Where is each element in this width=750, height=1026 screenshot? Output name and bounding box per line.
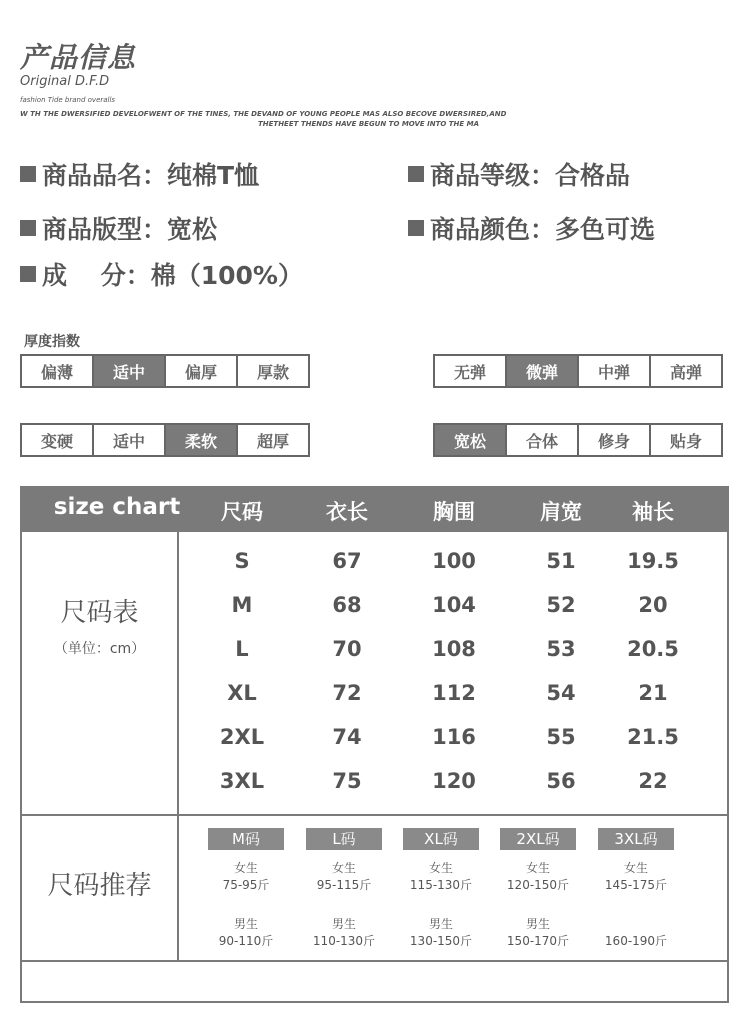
softness-option: 变硬 xyxy=(20,423,94,457)
column-header-size: 尺码 xyxy=(221,500,263,524)
chest-cell: 112 xyxy=(432,681,476,705)
size-cell: S xyxy=(234,549,250,573)
info-material xyxy=(20,256,303,292)
male-weight-range: 130-150斤 xyxy=(409,934,473,948)
length-cell: 70 xyxy=(332,637,362,661)
brand-subtitle: Original D.F.D xyxy=(20,74,110,89)
thickness-options xyxy=(20,354,310,388)
chest-cell: 100 xyxy=(432,549,476,573)
brand-description-line1: W TH THE DWERSIFIED DEVELOFWENT OF THE TINES, THE DEVAND OF YOUNG PEOPLE MAS ALSO BECOVE DWERSIRED,AND xyxy=(20,110,507,118)
thickness-label: 厚度指数 xyxy=(24,334,80,350)
size-chart-table xyxy=(20,486,729,1003)
size-chart-header xyxy=(22,488,727,532)
female-label: 女生 xyxy=(428,861,453,875)
male-weight-range: 110-130斤 xyxy=(312,934,376,948)
column-header-chest: 胸围 xyxy=(433,500,475,524)
chest-cell: 116 xyxy=(432,725,476,749)
shoulder-cell: 51 xyxy=(546,549,576,573)
elasticity-option: 高弹 xyxy=(649,354,723,388)
size-cell: M xyxy=(231,593,253,617)
elasticity-option: 微弹 xyxy=(505,354,579,388)
size-badge: L码 xyxy=(306,828,382,850)
female-weight-range: 115-130斤 xyxy=(409,878,473,892)
male-weight-range: 90-110斤 xyxy=(218,934,274,948)
length-cell: 68 xyxy=(332,593,362,617)
male-weight-range: 150-170斤 xyxy=(506,934,570,948)
bullet-square-icon xyxy=(408,166,424,182)
size-badge: 3XL码 xyxy=(598,828,674,850)
elasticity-option: 中弹 xyxy=(577,354,651,388)
sleeve-cell: 20 xyxy=(638,593,668,617)
female-label: 女生 xyxy=(525,861,550,875)
female-label: 女生 xyxy=(623,861,648,875)
size-cell: 3XL xyxy=(219,769,265,793)
male-weight-range: 160-190斤 xyxy=(604,934,668,948)
brand-tagline: fashion Tide brand overalls xyxy=(20,96,116,104)
column-header-sleeve: 袖长 xyxy=(632,500,674,524)
size-table-unit: （单位：cm） xyxy=(53,641,146,657)
thickness-option: 偏薄 xyxy=(20,354,94,388)
male-label: 男生 xyxy=(525,917,550,931)
recommend-title: 尺码推荐 xyxy=(47,871,152,901)
elasticity-options xyxy=(433,354,723,388)
bullet-square-icon xyxy=(20,220,36,236)
info-product-name-text: 商品品名：纯棉T恤 xyxy=(42,161,260,190)
female-weight-range: 75-95斤 xyxy=(222,878,270,892)
fit-type-option: 合体 xyxy=(505,423,579,457)
size-badge: XL码 xyxy=(403,828,479,850)
row-divider xyxy=(22,960,727,962)
size-cell: XL xyxy=(227,681,257,705)
shoulder-cell: 55 xyxy=(546,725,576,749)
size-badge: M码 xyxy=(208,828,284,850)
sleeve-cell: 21 xyxy=(638,681,668,705)
sleeve-cell: 21.5 xyxy=(627,725,679,749)
softness-option: 适中 xyxy=(92,423,166,457)
brand-description-line2: THETHEET THENDS HAVE BEGUN TO MOVE INTO THE MA xyxy=(258,120,479,128)
row-divider xyxy=(22,814,727,816)
softness-option: 超厚 xyxy=(236,423,310,457)
fit-type-option: 宽松 xyxy=(433,423,507,457)
thickness-option: 偏厚 xyxy=(164,354,238,388)
info-product-name xyxy=(20,156,259,192)
info-grade-text: 商品等级：合格品 xyxy=(430,161,631,190)
female-weight-range: 145-175斤 xyxy=(604,878,668,892)
sleeve-cell: 20.5 xyxy=(627,637,679,661)
female-weight-range: 95-115斤 xyxy=(316,878,372,892)
info-fit xyxy=(20,210,217,246)
size-cell: 2XL xyxy=(219,725,265,749)
size-table-title: 尺码表 xyxy=(60,598,139,628)
male-label: 男生 xyxy=(233,917,258,931)
bullet-square-icon xyxy=(20,166,36,182)
shoulder-cell: 56 xyxy=(546,769,576,793)
shoulder-cell: 54 xyxy=(546,681,576,705)
column-header-length: 衣长 xyxy=(326,500,368,524)
elasticity-option: 无弹 xyxy=(433,354,507,388)
softness-option: 柔软 xyxy=(164,423,238,457)
size-badge: 2XL码 xyxy=(500,828,576,850)
fit-type-options xyxy=(433,423,723,457)
softness-options xyxy=(20,423,310,457)
info-grade xyxy=(408,156,630,192)
info-color-text: 商品颜色：多色可选 xyxy=(430,215,656,244)
female-label: 女生 xyxy=(233,861,258,875)
length-cell: 75 xyxy=(332,769,362,793)
sleeve-cell: 19.5 xyxy=(627,549,679,573)
thickness-option: 适中 xyxy=(92,354,166,388)
chest-cell: 104 xyxy=(432,593,476,617)
info-material-text: 成 分：棉（100%） xyxy=(42,261,303,290)
length-cell: 74 xyxy=(332,725,362,749)
info-color xyxy=(408,210,655,246)
page-title: 产品信息 xyxy=(20,41,137,74)
thickness-option: 厚款 xyxy=(236,354,310,388)
length-cell: 72 xyxy=(332,681,362,705)
chest-cell: 108 xyxy=(432,637,476,661)
female-label: 女生 xyxy=(331,861,356,875)
fit-type-option: 修身 xyxy=(577,423,651,457)
column-divider xyxy=(177,532,179,962)
info-fit-text: 商品版型：宽松 xyxy=(42,215,218,244)
chest-cell: 120 xyxy=(432,769,476,793)
male-label: 男生 xyxy=(428,917,453,931)
fit-type-option: 贴身 xyxy=(649,423,723,457)
bullet-square-icon xyxy=(20,266,36,282)
female-weight-range: 120-150斤 xyxy=(506,878,570,892)
male-label: 男生 xyxy=(331,917,356,931)
column-header-shoulder: 肩宽 xyxy=(540,500,582,524)
bullet-square-icon xyxy=(408,220,424,236)
length-cell: 67 xyxy=(332,549,362,573)
size-chart-header-label: size chart xyxy=(53,494,181,520)
shoulder-cell: 52 xyxy=(546,593,576,617)
sleeve-cell: 22 xyxy=(638,769,668,793)
size-cell: L xyxy=(235,637,249,661)
shoulder-cell: 53 xyxy=(546,637,576,661)
